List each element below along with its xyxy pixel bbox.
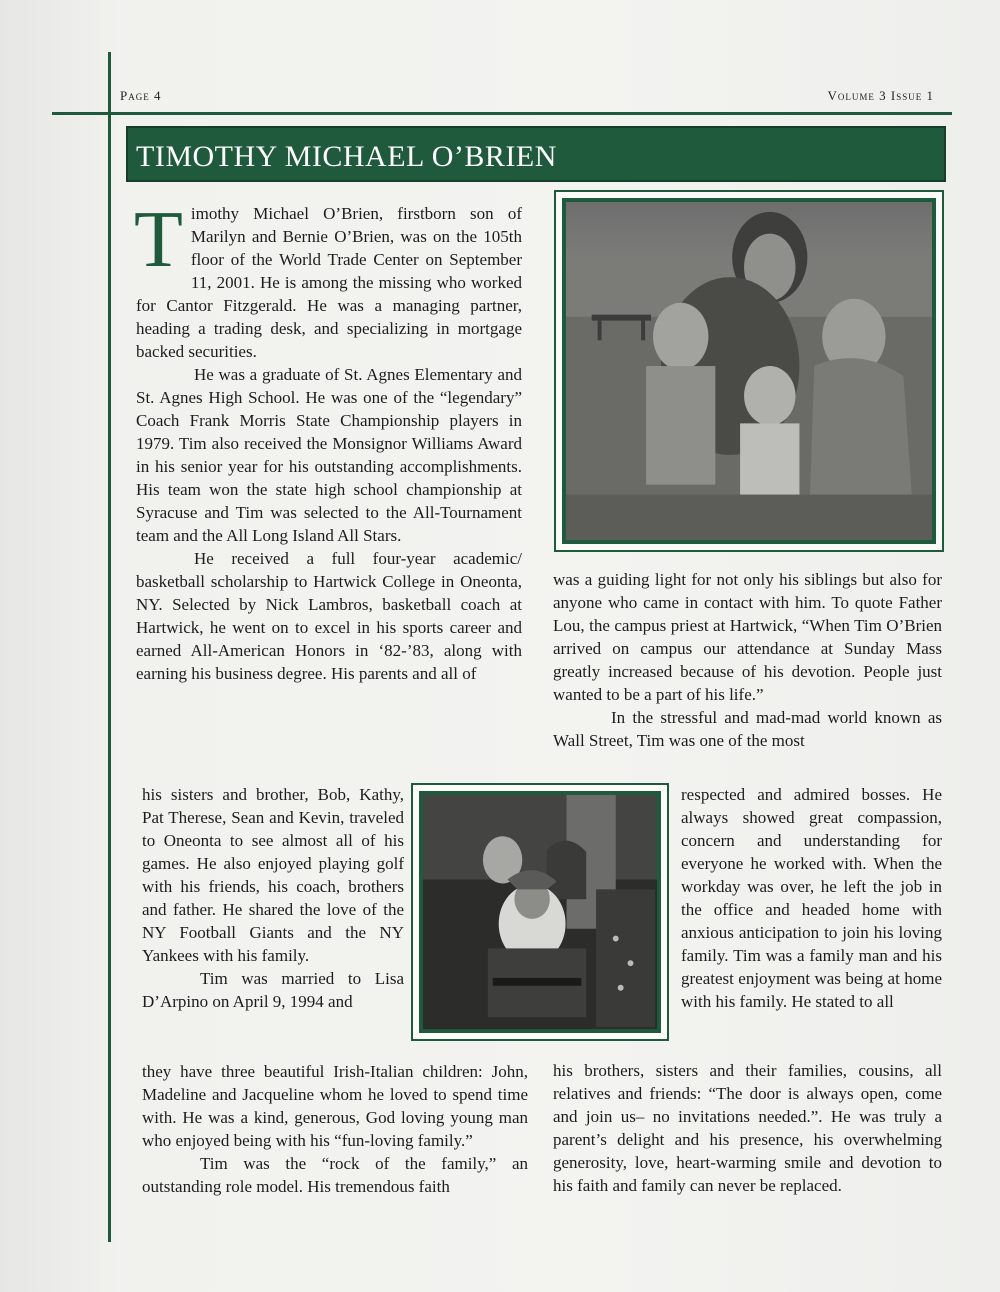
horizontal-rule (52, 112, 952, 115)
paragraph-family-wrap: his sisters and brother, Bob, Kathy, Pat Therese, Sean and Kevin, traveled to Oneonta to see almost all of his games. He also enjoyed playing golf with his friends, his coach, brothers and father. He shared the love of the NY Football Giants and the NY Yankees with his family. (142, 785, 404, 965)
paragraph-door-open: his brothers, sisters and their families, cousins, all relatives and friends: “The door is always open, come and join us– no invitations needed.”. He was truly a parent’s delight and his presence, his overwhelming generosity, love, heart-warming smile and devotion to his faith and family can never be replaced. (553, 1061, 942, 1195)
right-column-wrap (681, 783, 942, 1013)
page-number: Page 4 (120, 88, 162, 103)
vertical-rule (108, 52, 111, 1242)
paragraph-wall-street: In the stressful and mad-mad world known as Wall Street, Tim was one of the most (553, 708, 942, 750)
left-column-wrap (142, 783, 404, 1013)
left-column-bottom (142, 1060, 528, 1198)
photo-frame-border (562, 198, 936, 544)
paragraph-bosses-wrap: respected and admired bosses. He always showed great compassion, concern and understanding for everyone he worked with. When the workday was over, he left the job in the office and headed home with anxious anticipation to join his loving family. Tim was a family man and his greatest enjoyment was being at home with his family. He stated to all (681, 785, 942, 1011)
paragraph-children: they have three beautiful Irish-Italian children: John, Madeline and Jacqueline whom he loved to spend time with. He was a kind, generous, God loving young man who enjoyed being with his “fun-loving family.” (142, 1062, 528, 1150)
right-column-bottom (553, 1059, 942, 1197)
paragraph-guiding-light: was a guiding light for not only his siblings but also for anyone who came in contact with him. To quote Father Lou, the campus priest at Hartwick, “When Tim O’Brien arrived on campus our attendance at Sunday Mass greatly increased because of his devotion. People just wanted to be a part of his life.” (553, 570, 942, 704)
photo-frame-family (554, 190, 944, 552)
photo-frame-santa (411, 783, 669, 1041)
paragraph-marriage-wrap: Tim was married to Lisa D’Arpino on April 9, 1994 and (142, 969, 404, 1011)
paragraph-college: He received a full four-year academic/ basketball scholarship to Hartwick College in Oneonta, NY. Selected by Nick Lambros, basketball coach at Hartwick, he went on to excel in his sports career and earned All-American Honors in ‘82-’83, along with earning his business degree. His parents and all of (136, 549, 522, 683)
right-column-top (553, 568, 942, 752)
left-column-top (134, 196, 522, 685)
article-title-bar (126, 126, 946, 182)
volume-issue: Volume 3 Issue 1 (827, 88, 934, 103)
article-title: TIMOTHY MICHAEL O’BRIEN (136, 140, 557, 173)
photo-frame-border-2 (419, 791, 661, 1033)
paragraph-education: He was a graduate of St. Agnes Elementary and St. Agnes High School. He was one of the “legendary” Coach Frank Morris State Championship players in 1979. Tim also received the Monsignor Williams Award in his senior year for his outstanding accomplishments. His team won the state high school championship at Syracuse and Tim was selected to the All-Tournament team and the All Long Island All Stars. (136, 365, 522, 545)
drop-cap: T (134, 196, 183, 284)
intro-paragraph: Timothy Michael O’Brien, firstborn son of Marilyn and Bernie O’Brien, was on the 105th floor of the World Trade Center on September 11, 2001. He is among the missing who worked for Cantor Fitzgerald. He was a managing partner, heading a trading desk, and specializing in mortgage backed securities. (134, 196, 522, 361)
paragraph-rock: Tim was the “rock of the family,” an outstanding role model. His tremendous faith (142, 1154, 528, 1196)
